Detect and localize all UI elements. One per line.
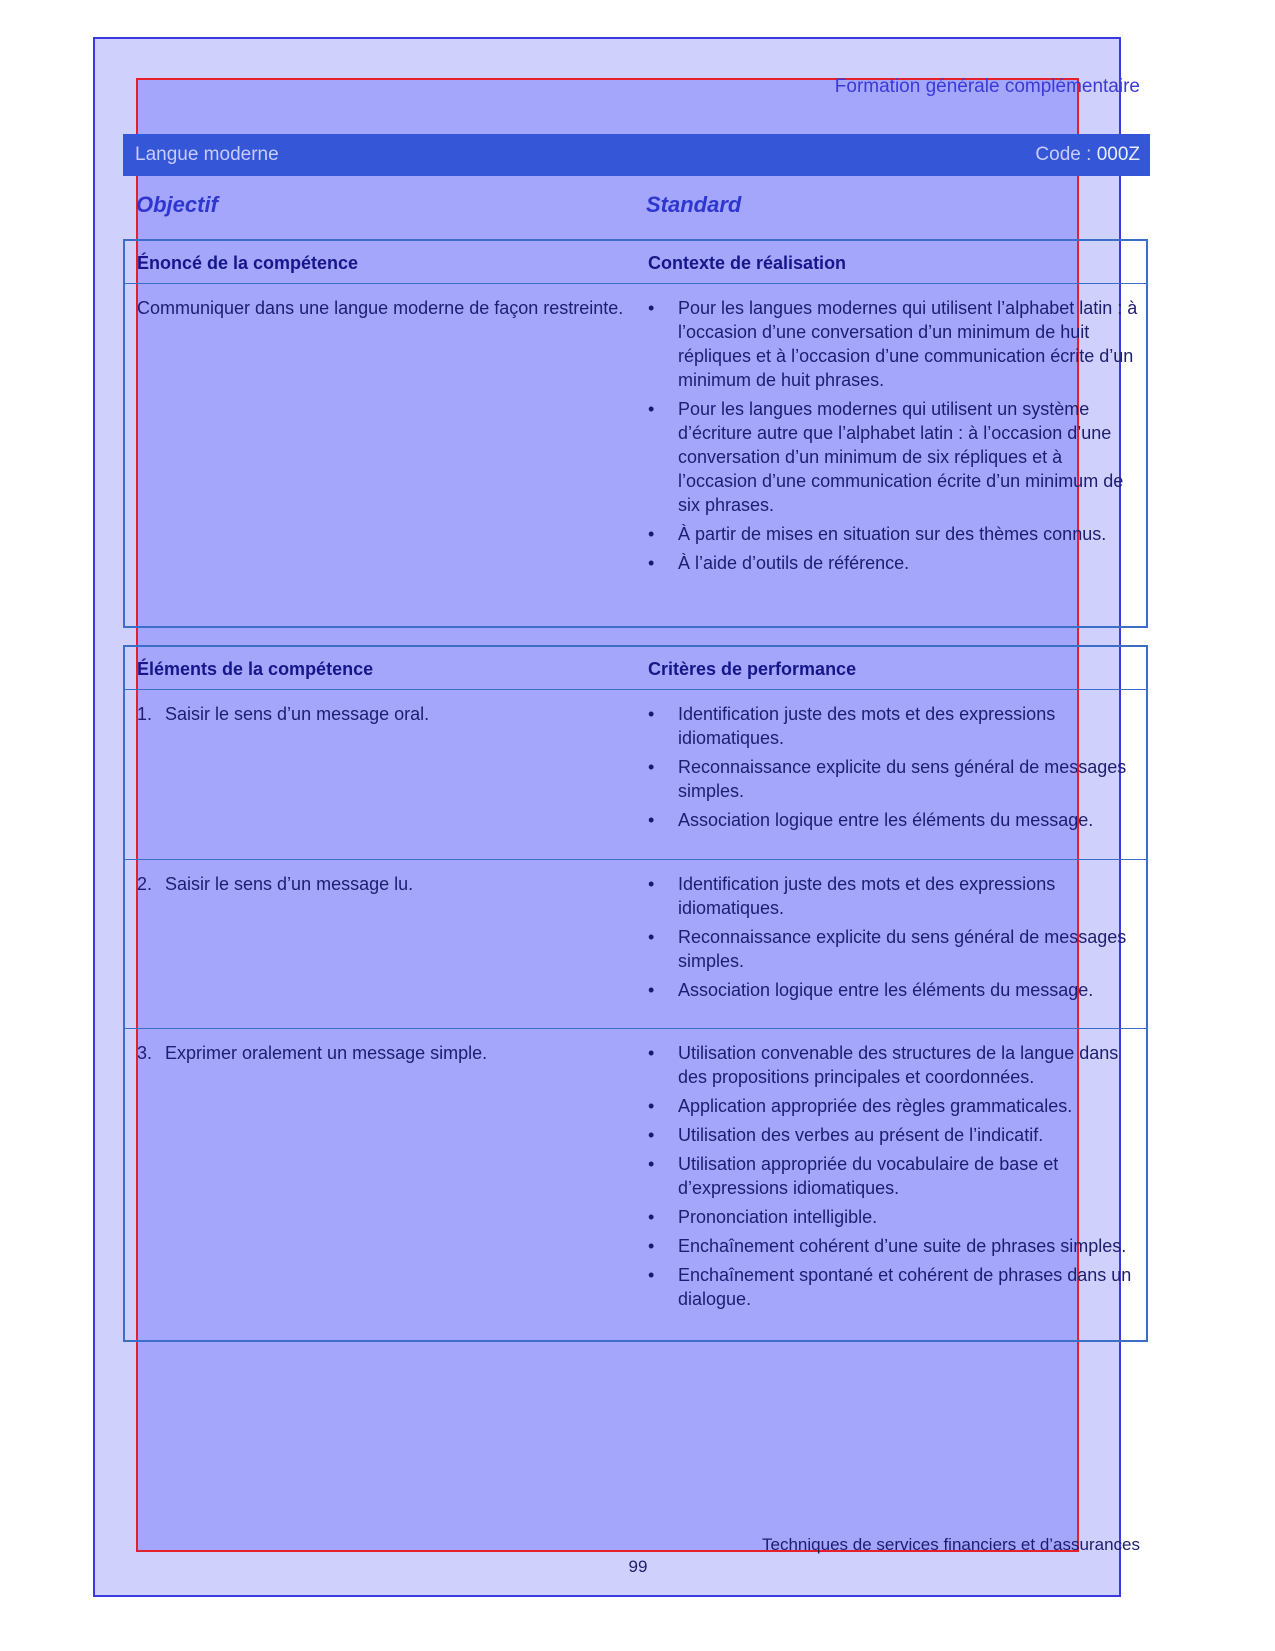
list-item (648, 1094, 1138, 1118)
list-item (648, 702, 1138, 750)
criteria-list (648, 872, 1138, 1007)
code-value: 000Z (1096, 144, 1140, 165)
table-row (125, 860, 1146, 1029)
bullet-icon: • (648, 1154, 655, 1174)
criterion-text: Utilisation appropriée du vocabulaire de base et d’expressions idiomatiques. (678, 1154, 1059, 1198)
element-text: Saisir le sens d’un message oral. (165, 704, 430, 724)
context-item-text: À partir de mises en situation sur des thèmes connus. (678, 524, 1107, 544)
list-item (648, 551, 1138, 575)
criterion-text: Association logique entre les éléments du message. (678, 980, 1094, 1000)
context-item-text: Pour les langues modernes qui utilisent l’alphabet latin : à l’occasion d’une conversation d’un minimum de huit répliques et à l’occasion d’une communication écrite d’un minimum de huit phrases. (678, 298, 1138, 390)
table-row (125, 1029, 1146, 1339)
bullet-icon: • (648, 757, 655, 777)
bullet-icon: • (648, 553, 655, 573)
competence-table-header (125, 241, 1146, 284)
bullet-icon: • (648, 1125, 655, 1145)
criterion-text: Enchaînement spontané et cohérent de phrases dans un dialogue. (678, 1265, 1132, 1309)
list-item (648, 978, 1138, 1002)
criterion-text: Enchaînement cohérent d’une suite de phrases simples. (678, 1236, 1127, 1256)
bullet-icon: • (648, 1236, 655, 1256)
objectif-heading: Objectif (136, 192, 218, 217)
context-item-text: À l’aide d’outils de référence. (678, 553, 910, 573)
list-item (648, 1041, 1138, 1089)
list-item (648, 755, 1138, 803)
bullet-icon: • (648, 1096, 655, 1116)
bullet-icon: • (648, 298, 655, 318)
page-number: 99 (628, 1557, 648, 1576)
section-title: Formation générale complémentaire (834, 76, 1140, 97)
criterion-text: Utilisation des verbes au présent de l’indicatif. (678, 1125, 1044, 1145)
context-list (648, 296, 1138, 580)
list-item (648, 1123, 1138, 1147)
bullet-icon: • (648, 1207, 655, 1227)
criterion-text: Identification juste des mots et des expressions idiomatiques. (678, 874, 1056, 918)
list-item (648, 1152, 1138, 1200)
bullet-icon: • (648, 980, 655, 1000)
elements-header: Éléments de la compétence (137, 659, 374, 679)
criterion-text: Prononciation intelligible. (678, 1207, 878, 1227)
list-item (648, 808, 1138, 832)
bullet-icon: • (648, 399, 655, 419)
bullet-icon: • (648, 874, 655, 894)
subject-name: Langue moderne (135, 144, 279, 165)
criterion-text: Identification juste des mots et des expressions idiomatiques. (678, 704, 1056, 748)
element-number: 1. (137, 704, 153, 724)
list-item (648, 1234, 1138, 1258)
performance-table-header (125, 647, 1146, 690)
element-number: 2. (137, 874, 153, 894)
criteria-list (648, 1041, 1138, 1316)
context-header: Contexte de réalisation (648, 253, 847, 273)
standard-heading: Standard (646, 192, 742, 217)
bullet-icon: • (648, 1265, 655, 1285)
list-item (648, 296, 1138, 392)
statement-header: Énoncé de la compétence (137, 253, 359, 273)
list-item (648, 1263, 1138, 1311)
list-item (648, 1205, 1138, 1229)
program-footer: Techniques de services financiers et d’assurances (762, 1535, 1140, 1554)
criterion-text: Reconnaissance explicite du sens général de messages simples. (678, 757, 1127, 801)
element-text: Saisir le sens d’un message lu. (165, 874, 414, 894)
criterion-text: Reconnaissance explicite du sens général de messages simples. (678, 927, 1127, 971)
list-item (648, 872, 1138, 920)
competence-statement: Communiquer dans une langue moderne de façon restreinte. (137, 298, 624, 318)
criterion-text: Utilisation convenable des structures de la langue dans des propositions principales et coordonnées. (678, 1043, 1119, 1087)
table-row (125, 690, 1146, 860)
bullet-icon: • (648, 810, 655, 830)
code-label: Code : (1035, 144, 1092, 165)
list-item (648, 397, 1138, 517)
criteria-list (648, 702, 1138, 837)
bullet-icon: • (648, 704, 655, 724)
performance-table (123, 645, 1148, 1342)
criterion-text: Association logique entre les éléments du message. (678, 810, 1094, 830)
element-text: Exprimer oralement un message simple. (165, 1043, 488, 1063)
criteria-header: Critères de performance (648, 659, 857, 679)
subject-banner (123, 134, 1150, 176)
criterion-text: Application appropriée des règles grammaticales. (678, 1096, 1073, 1116)
competence-element (137, 872, 627, 896)
bullet-icon: • (648, 524, 655, 544)
bullet-icon: • (648, 1043, 655, 1063)
subject-code (1035, 144, 1140, 166)
context-item-text: Pour les langues modernes qui utilisent un système d’écriture autre que l’alphabet latin : à l’occasion d’une conversation d’un minimum de six répliques et à l’occasion d’une communication écrite d’un minimum de six phrases. (678, 399, 1124, 515)
list-item (648, 522, 1138, 546)
competence-table (123, 239, 1148, 628)
competence-element (137, 702, 627, 726)
list-item (648, 925, 1138, 973)
bullet-icon: • (648, 927, 655, 947)
element-number: 3. (137, 1043, 153, 1063)
table-row (125, 284, 1146, 624)
competence-element (137, 1041, 627, 1065)
